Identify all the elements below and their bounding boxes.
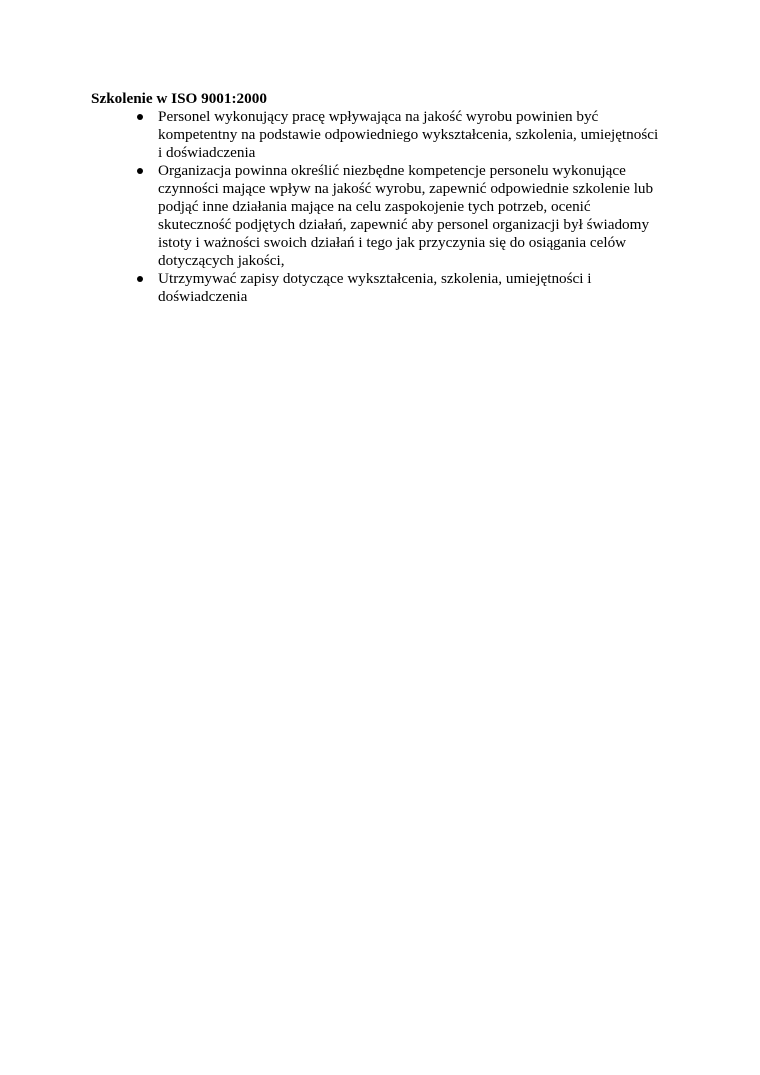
list-item-line: czynności mające wpływ na jakość wyrobu, zapewnić odpowiednie szkolenie lub [158, 180, 654, 197]
document-content [91, 90, 681, 306]
list-item [91, 108, 681, 162]
bullet-icon [137, 276, 143, 282]
list-item [91, 162, 681, 270]
list-item-line: i doświadczenia [158, 144, 256, 161]
list-item-line: dotyczących jakości, [158, 252, 285, 269]
bullet-list [91, 108, 681, 306]
list-item-line: kompetentny na podstawie odpowiedniego wykształcenia, szkolenia, umiejętności [158, 126, 659, 143]
bullet-icon [137, 114, 143, 120]
list-item [91, 270, 681, 306]
list-item-line: Organizacja powinna określić niezbędne kompetencje personelu wykonujące [158, 162, 626, 179]
section-heading: Szkolenie w ISO 9001:2000 [91, 90, 267, 107]
list-item-line: Utrzymywać zapisy dotyczące wykształcenia, szkolenia, umiejętności i [158, 270, 592, 287]
list-item-line: doświadczenia [158, 288, 248, 305]
list-item-line: Personel wykonujący pracę wpływająca na jakość wyrobu powinien być [158, 108, 599, 125]
list-item-line: skuteczność podjętych działań, zapewnić aby personel organizacji był świadomy [158, 216, 650, 233]
list-item-line: istoty i ważności swoich działań i tego jak przyczynia się do osiągania celów [158, 234, 627, 251]
list-item-line: podjąć inne działania mające na celu zaspokojenie tych potrzeb, ocenić [158, 198, 591, 215]
bullet-icon [137, 168, 143, 174]
